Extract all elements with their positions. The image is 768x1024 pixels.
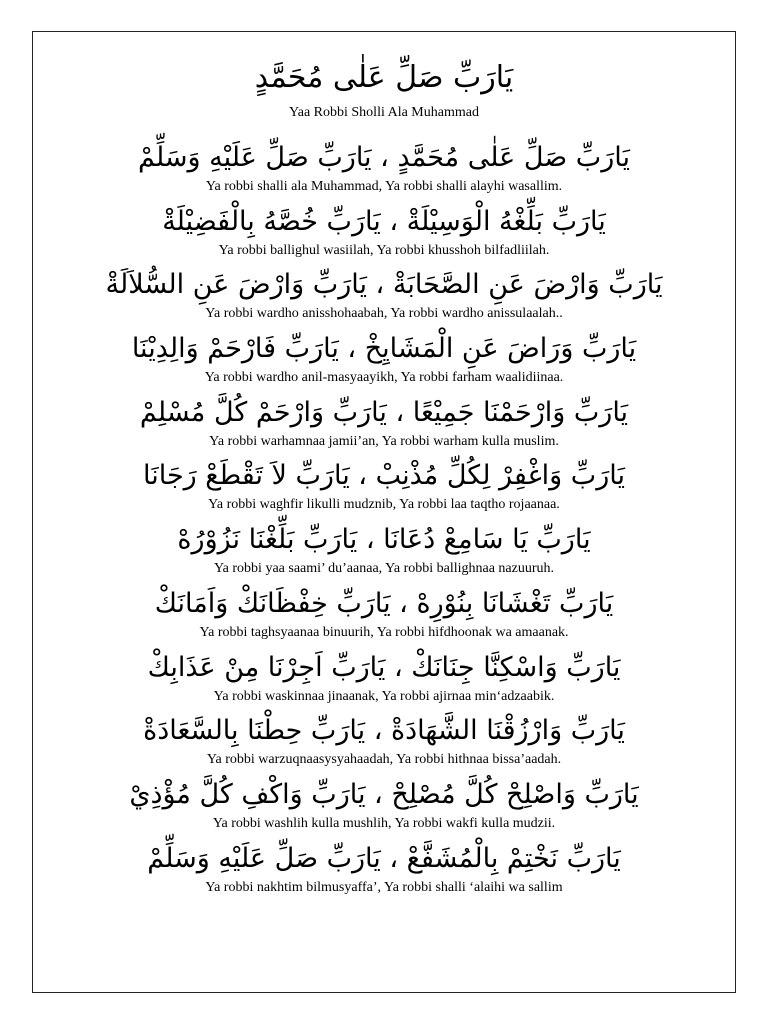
verse-arabic: يَارَبِّ صَلِّ عَلٰى مُحَمَّدٍ ، يَارَبِّ صَلِّ عَلَيْهِ وَسَلِّمْ — [138, 142, 630, 173]
verse-7 — [0, 520, 768, 584]
verse-transliteration: Ya robbi warhamnaa jamii’an, Ya robbi warham kulla muslim. — [209, 433, 559, 449]
verse-6 — [0, 456, 768, 520]
verse-transliteration: Ya robbi shalli ala Muhammad, Ya robbi shalli alayhi wasallim. — [205, 179, 563, 194]
verse-11 — [0, 775, 768, 839]
verse-arabic: يَارَبِّ تَغْشَانَا بِنُوْرِهْ ، يَارَبِّ خِفْظَانَكْ وَاَمَانَكْ — [154, 587, 614, 619]
verse-3 — [0, 265, 768, 329]
verse-arabic: يَارَبِّ بَلِّغْهُ الْوَسِيْلَةْ ، يَارَبِّ خُصَّهُ بِالْفَضِيْلَةْ — [162, 205, 606, 237]
verse-arabic: يَارَبِّ وَاسْكِنَّا جِنَانَكْ ، يَارَبِّ اَجِرْنَا مِنْ عَذَابِكْ — [147, 651, 621, 683]
verse-arabic: يَارَبِّ وَارْحَمْنَا جَمِيْعًا ، يَارَبِّ وَارْحَمْ كُلَّ مُسْلِمْ — [139, 396, 629, 428]
verse-transliteration: Ya robbi wardho anil-masyaayikh, Ya robbi farham waalidiinaa. — [204, 370, 564, 386]
title-transliteration: Yaa Robbi Sholli Ala Muhammad — [289, 105, 479, 120]
verse-5 — [0, 393, 768, 457]
verse-arabic: يَارَبِّ وَارْضَ عَنِ الصَّحَابَةْ ، يَارَبِّ وَارْضَ عَنِ السُّلاَلَةْ — [105, 269, 663, 301]
verse-4 — [0, 329, 768, 393]
verse-transliteration: Ya robbi ballighul wasiilah, Ya robbi khusshoh bilfadliilah. — [218, 242, 550, 258]
verse-transliteration: Ya robbi washlih kulla mushlih, Ya robbi wakfi kulla mudzii. — [212, 815, 556, 831]
verse-transliteration: Ya robbi waskinnaa jinaanak, Ya robbi ajirnaa min‘adzaabik. — [213, 688, 555, 704]
verse-transliteration: Ya robbi wardho anisshohaabah, Ya robbi wardho anissulaalah.. — [205, 306, 563, 322]
verse-arabic: يَارَبِّ نَخْتِمْ بِالْمُشَفَّعْ ، يَارَبِّ صَلِّ عَلَيْهِ وَسَلِّمْ — [147, 842, 621, 874]
verse-10 — [0, 711, 768, 775]
verse-1 — [0, 138, 768, 202]
verse-2 — [0, 202, 768, 266]
verse-12 — [0, 839, 768, 903]
verse-transliteration: Ya robbi nakhtim bilmusyaffa’, Ya robbi shalli ‘alaihi wa sallim — [205, 879, 563, 895]
verse-arabic: يَارَبِّ وَرَاضَ عَنِ الْمَشَايِخْ ، يَارَبِّ فَارْحَمْ وَالِدِيْنَا — [131, 333, 637, 365]
verse-transliteration: Ya robbi waghfir likulli mudznib, Ya robbi laa taqtho rojaanaa. — [208, 497, 560, 513]
verse-arabic: يَارَبِّ وَاصْلِحْ كُلَّ مُصْلِحْ ، يَارَبِّ وَاكْفِ كُلَّ مُؤْذِيْ — [129, 778, 639, 810]
verse-arabic: يَارَبِّ وَاغْفِرْ لِكُلِّ مُذْنِبْ ، يَارَبِّ لاَ تَقْطَعْ رَجَانَا — [142, 460, 626, 492]
verse-transliteration: Ya robbi taghsyaanaa binuurih, Ya robbi hifdhoonak wa amaanak. — [199, 624, 569, 640]
verse-arabic: يَارَبِّ وَارْزُقْنَا الشَّهَادَةْ ، يَارَبِّ حِطْنَا بِالسَّعَادَةْ — [143, 715, 625, 747]
verse-8 — [0, 584, 768, 648]
verse-transliteration: Ya robbi yaa saami’ du’aanaa, Ya robbi ballighnaa nazuuruh. — [213, 561, 555, 577]
title-arabic: يَارَبِّ صَلِّ عَلٰى مُحَمَّدٍ — [254, 60, 514, 95]
verse-list — [0, 138, 768, 902]
verse-arabic: يَارَبِّ يَا سَامِعْ دُعَانَا ، يَارَبِّ بَلِّغْنَا نَزُوْرُهْ — [177, 524, 591, 556]
verse-transliteration: Ya robbi warzuqnaasysyahaadah, Ya robbi hithnaa bissa’aadah. — [206, 752, 562, 768]
verse-9 — [0, 648, 768, 712]
